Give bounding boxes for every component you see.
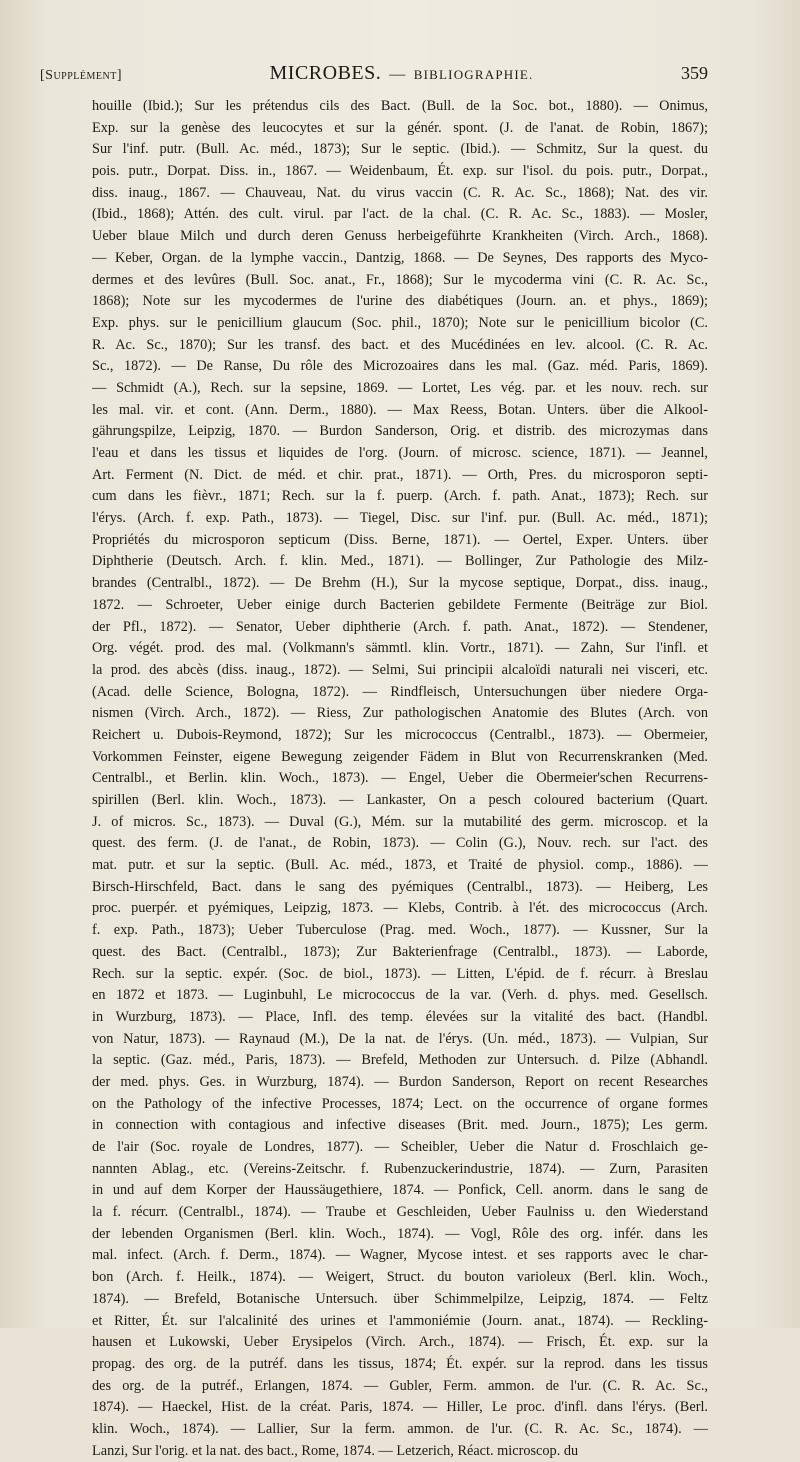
text-line: en 1872 et 1873. — Luginbuhl, Le micrococcus de la var. (Verh. d. phys. med. Gesellsch.: [92, 987, 708, 1004]
text-line: 1872. — Schroeter, Ueber einige durch Bacterien gebildete Fermente (Beiträge zur Biol.: [92, 596, 708, 613]
text-line: les mal. vir. et cont. (Ann. Derm., 1880). — Max Reess, Botan. Unters. über die Alkool-: [92, 401, 708, 418]
text-line: in connection with contagious and infective diseases (Brit. med. Journ., 1875); Les germ.: [92, 1117, 708, 1134]
text-line: dermes et des levûres (Bull. Soc. anat., Fr., 1868); Sur le mycoderma vini (C. R. Ac. Sc.,: [92, 271, 708, 288]
text-line: klin. Woch., 1874). — Lallier, Sur la ferm. ammon. de l'ur. (C. R. Ac. Sc., 1874). —: [92, 1420, 708, 1437]
text-line: mal. infect. (Arch. f. Derm., 1874). — Wagner, Mycose intest. et ses rapports avec le char-: [92, 1247, 708, 1264]
text-line: 1874). — Haeckel, Hist. de la créat. Paris, 1874. — Hiller, Le proc. d'infl. dans l'érys. (Berl.: [92, 1399, 708, 1416]
text-line: Birsch-Hirschfeld, Bact. dans le sang des pyémiques (Centralbl., 1873). — Heiberg, Les: [92, 878, 708, 895]
text-line: der Pfl., 1872). — Senator, Ueber diphtherie (Arch. f. path. Anat., 1872). — Stendener,: [92, 618, 708, 635]
text-line: — Keber, Organ. de la lymphe vaccin., Dantzig, 1868. — De Seynes, Des rapports des Myco-: [92, 249, 708, 266]
text-line: quest. des Bact. (Centralbl., 1873); Zur Bakterienfrage (Centralbl., 1873). — Laborde,: [92, 943, 708, 960]
text-line: hausen et Lukowski, Ueber Erysipelos (Virch. Arch., 1874). — Frisch, Ét. exp. sur la: [92, 1334, 708, 1351]
text-line: quest. des ferm. (J. de l'anat., de Robin, 1873). — Colin (G.), Nouv. rech. sur l'act. des: [92, 835, 708, 852]
running-header: [40, 62, 708, 88]
title-dash: —: [389, 66, 406, 83]
text-line: la f. récurr. (Centralbl., 1874). — Traube et Geschleiden, Ueber Faulniss u. den Wiederstand: [92, 1204, 708, 1221]
text-line: der lebenden Organismen (Berl. klin. Woch., 1874). — Vogl, Rôle des org. infér. dans les: [92, 1225, 708, 1242]
text-line: von Natur, 1873). — Raynaud (M.), De la nat. de l'érys. (Un. méd., 1873). — Vulpian, Sur: [92, 1030, 708, 1047]
text-line: on the Pathology of the infective Processes, 1874; Lect. on the occurrence of organe formes: [92, 1095, 708, 1112]
text-line: gährungspilze, Leipzig, 1870. — Burdon Sanderson, Orig. et distrib. des microzymas dans: [92, 423, 708, 440]
text-line: houille (Ibid.); Sur les prétendus cils des Bact. (Bull. de la Soc. bot., 1880). — Onimus,: [92, 98, 708, 114]
text-line: Art. Ferment (N. Dict. de méd. et chir. prat., 1871). — Orth, Pres. du microsporon septi-: [92, 466, 708, 483]
text-line: Rech. sur la septic. expér. (Soc. de biol., 1873). — Litten, L'épid. de f. récurr. à Breslau: [92, 965, 708, 982]
page-number: 359: [680, 63, 708, 83]
bibliography-text: [92, 96, 708, 1462]
text-line: nismen (Virch. Arch., 1872). — Riess, Zur pathologischen Anatomie des Blutes (Arch. von: [92, 705, 708, 722]
text-line: l'érys. (Arch. f. exp. Path., 1873). — Tiegel, Disc. sur l'inf. pur. (Bull. Ac. méd., 1871);: [92, 510, 708, 527]
text-line: in Wurzburg, 1873). — Place, Infl. des temp. élevées sur la vitalité des bact. (Handbl.: [92, 1008, 708, 1025]
text-line: nannten Ablag., etc. (Vereins-Zeitschr. f. Rubenzuckerindustrie, 1874). — Zurn, Parasiten: [92, 1160, 708, 1177]
page-title-group: [270, 62, 534, 85]
text-line: Centralbl., et Berlin. klin. Woch., 1873). — Engel, Ueber die Obermeier'schen Recurrens-: [92, 770, 708, 787]
text-line: in und auf dem Korper der Haussäugethiere, 1874. — Ponfick, Cell. anorm. dans le sang de: [92, 1182, 708, 1199]
text-line: (Ibid., 1868); Attén. des cult. virul. par l'act. de la chal. (C. R. Ac. Sc., 1883). — Mosler,: [92, 206, 708, 223]
text-line: Propriétés du microsporon septicum (Diss. Berne, 1871). — Oertel, Exper. Unters. über: [92, 531, 708, 548]
text-line: la prod. des abcès (diss. inaug., 1872). — Selmi, Sui principii alcaloïdi naturali nei visceri, etc.: [92, 661, 708, 678]
text-line: cum dans les fièvr., 1871; Rech. sur la f. puerp. (Arch. f. path. Anat., 1873); Rech. sur: [92, 488, 708, 505]
text-line: de l'air (Soc. royale de Londres, 1877). — Scheibler, Ueber die Natur d. Froschlaich ge-: [92, 1139, 708, 1155]
text-line: Lanzi, Sur l'orig. et la nat. des bact., Rome, 1874. — Letzerich, Réact. microscop. du: [92, 1442, 579, 1459]
text-line: Exp. sur la genèse des leucocytes et sur la génér. spont. (J. de l'anat. de Robin, 1867);: [92, 119, 708, 136]
text-line: Org. végét. prod. des mal. (Volkmann's sämmtl. klin. Vortr., 1871). — Zahn, Sur l'infl. et: [92, 640, 708, 657]
text-line: Sur l'inf. putr. (Bull. Ac. méd., 1873); Sur le septic. (Ibid.). — Schmitz, Sur la quest. du: [92, 141, 708, 158]
text-line: (Acad. delle Science, Bologna, 1872). — Rindfleisch, Untersuchungen über niedere Orga-: [92, 683, 708, 700]
text-line: J. of micros. Sc., 1873). — Duval (G.), Mém. sur la mutabilité des germ. microscop. et la: [92, 813, 708, 830]
text-line: 1874). — Brefeld, Botanische Untersuch. über Schimmelpilze, Leipzig, 1874. — Feltz: [92, 1290, 708, 1307]
text-line: 1868); Note sur les mycodermes de l'urine des diabétiques (Journ. an. et phys., 1869);: [92, 293, 708, 310]
text-line: Diphtherie (Deutsch. Arch. f. klin. Med., 1871). — Bollinger, Zur Pathologie des Milz-: [92, 553, 708, 570]
page-title: MICROBES.: [269, 62, 382, 84]
text-line: spirillen (Berl. klin. Woch., 1873). — Lankaster, On a pesch coloured bacterium (Quart.: [92, 792, 708, 808]
text-line: diss. inaug., 1867. — Chauveau, Nat. du virus vaccin (C. R. Ac. Sc., 1868); Nat. des vir.: [92, 184, 708, 201]
text-line: Ueber blaue Milch und durch deren Genuss herbeigeführte Krankheiten (Virch. Arch., 1868).: [92, 228, 708, 245]
text-line: des org. de la putréf., Erlangen, 1874. — Gubler, Ferm. ammon. de l'ur. (C. R. Ac. Sc.,: [92, 1377, 708, 1394]
page-subtitle: BIBLIOGRAPHIE.: [413, 67, 534, 82]
text-line: l'eau et dans les tissus et liquides de l'org. (Journ. of microsc. science, 1871). — Jeannel,: [92, 445, 708, 461]
text-line: mat. putr. et sur la septic. (Bull. Ac. méd., 1873, et Traité de physiol. comp., 1886). —: [92, 857, 708, 874]
text-line: Vorkommen Feinster, eigene Bewegung zeigender Fädem in Blut von Recurrenskranken (Med.: [92, 748, 708, 765]
text-line: f. exp. Path., 1873); Ueber Tuberculose (Prag. med. Woch., 1877). — Kussner, Sur la: [92, 922, 708, 939]
text-line: Exp. phys. sur le penicillium glaucum (Soc. phil., 1870); Note sur le penicillium bicolor (C.: [92, 314, 708, 331]
text-line: Sc., 1872). — De Ranse, Du rôle des Microzoaires dans les mal. (Gaz. méd. Paris, 1869).: [92, 358, 708, 375]
text-line: Reichert u. Dubois-Reymond, 1872); Sur les micrococcus (Centralbl., 1873). — Obermeier,: [92, 726, 708, 743]
text-line: bon (Arch. f. Heilk., 1874). — Weigert, Struct. du bouton varioleux (Berl. klin. Woch.,: [92, 1269, 708, 1286]
text-line: propag. des org. de la putréf. dans les tissus, 1874; Ét. expér. sur la reprod. dans les tissus: [92, 1355, 708, 1372]
text-line: R. Ac. Sc., 1870); Sur les transf. des bact. et des Mucédinées en lev. alcool. (C. R. Ac.: [92, 336, 708, 353]
text-line: et Ritter, Ét. sur l'alcalinité des urines et l'ammoniémie (Journ. anat., 1874). — Reckling-: [92, 1312, 708, 1329]
section-label: [Supplément]: [40, 68, 123, 83]
text-line: la septic. (Gaz. méd., Paris, 1873). — Brefeld, Methoden zur Untersuch. d. Pilze (Abhandl.: [92, 1052, 708, 1069]
text-line: pois. putr., Dorpat. Diss. in., 1867. — Weidenbaum, Ét. exp. sur l'isol. du pois. putr., Dorpat.,: [92, 163, 708, 180]
text-line: brandes (Centralbl., 1872). — De Brehm (H.), Sur la mycose septique, Dorpat., diss. inaug.,: [92, 575, 708, 592]
text-line: proc. puerpér. et pyémiques, Leipzig, 1873. — Klebs, Contrib. à l'ét. des micrococcus (Arch.: [92, 900, 708, 917]
text-line: der med. phys. Ges. in Wurzburg, 1874). — Burdon Sanderson, Report on recent Researches: [92, 1073, 708, 1090]
text-line: — Schmidt (A.), Rech. sur la sepsine, 1869. — Lortet, Les vég. par. et les nouv. rech. sur: [92, 379, 708, 396]
